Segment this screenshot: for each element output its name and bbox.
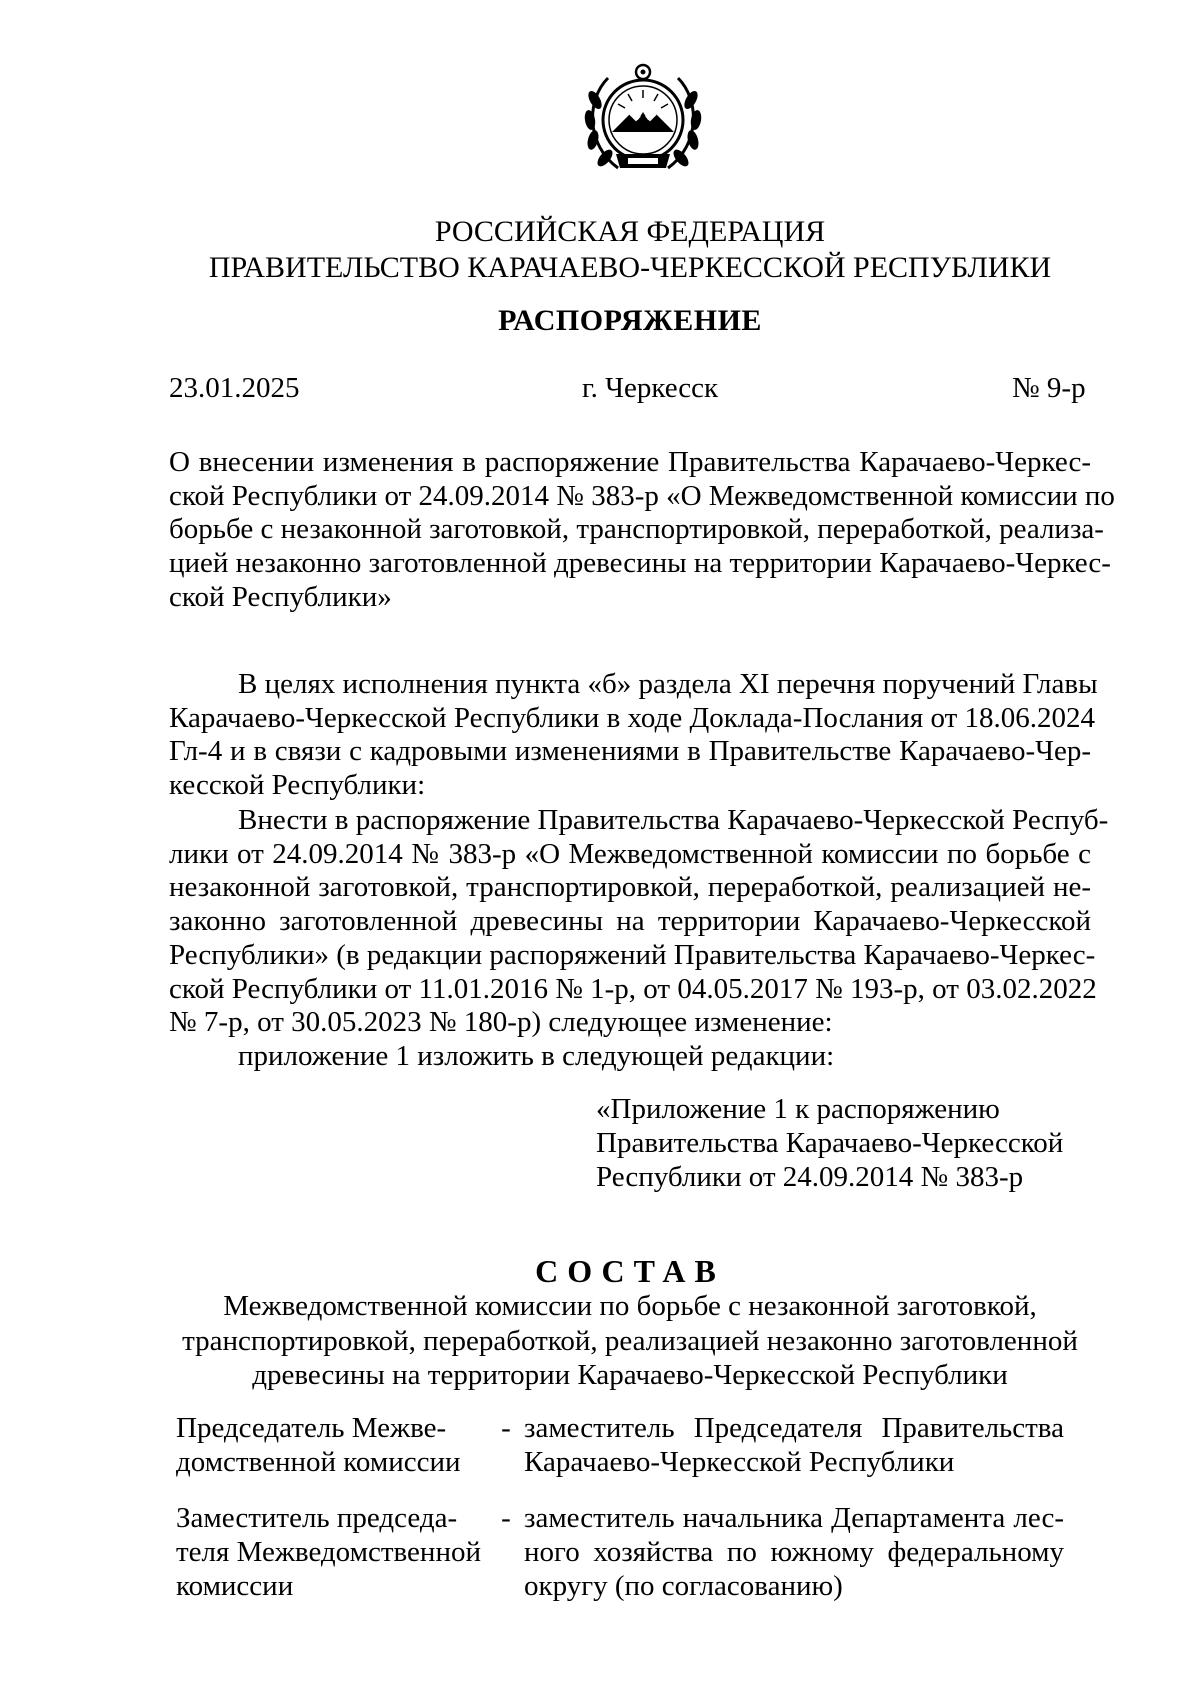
member-role-line: Заместитель председа- [176,1502,458,1534]
order-line: ской Республики от 11.01.2016 № 1-р, от 04.05.2017 № 193-р, от 03.02.2022 [169,972,1097,1005]
preamble-line: В целях исполнения пункта «б» раздела XI перечня поручений Главы [238,668,1098,700]
composition-subtitle [0,1289,1200,1393]
member-position-line: ного хозяйства по южному федеральному [524,1536,1064,1568]
appendix-line: Республики от 24.09.2014 № 383-р [596,1161,1024,1193]
member-position [524,1411,1064,1479]
composition-subtitle-line: Межведомственной комиссии по борьбе с незаконной заготовкой, [223,1290,1037,1322]
member-position [524,1501,1064,1603]
member-position-line: заместитель Председателя Правительства [524,1412,1064,1444]
order-line: Внести в распоряжение Правительства Карачаево-Черкесской Респуб- [238,804,1109,836]
order-line: законно заготовленной древесины на территории Карачаево-Черкесской [169,905,1091,938]
subject-line: ской Республики от 24.09.2014 № 383-р «О Межведомственной комиссии по [169,479,1115,512]
order-line: лики от 24.09.2014 № 383-р «О Межведомственной комиссии по борьбе с [169,837,1091,870]
composition-title: СОСТАВ [535,1253,725,1289]
order-line: незаконной заготовкой, транспортировкой, переработкой, реализацией не- [169,871,1091,904]
karachay-cherkessia-coat-of-arms-icon [578,50,708,190]
member-role-line: домственной комиссии [176,1446,461,1478]
document-date: 23.01.2025 [169,372,300,404]
member-role-line: комиссии [176,1570,294,1602]
preamble-line: кесской Республики: [169,769,426,802]
member-role [176,1411,488,1479]
order-line: № 7-р, от 30.05.2023 № 180-р) следующее изменение: [169,1006,833,1039]
subject-line: О внесении изменения в распоряжение Правительства Карачаево-Черкес- [169,446,1091,478]
preamble-paragraph [169,668,1098,803]
member-position-line: округу (по согласованию) [524,1570,843,1602]
subject-line: борьбе с незаконной заготовкой, транспортировкой, переработкой, реализа- [169,513,1104,546]
commission-members-list [176,1411,1076,1625]
preamble-line: Карачаево-Черкесской Республики в ходе Доклада-Послания от 18.06.2024 [169,701,1095,734]
composition-subtitle-line: транспортировкой, переработкой, реализацией незаконно заготовленной [182,1324,1078,1357]
document-place: г. Черкесск [582,372,719,404]
member-row-chairman [176,1411,1076,1479]
member-role-line: Председатель Межве- [176,1412,447,1444]
subject-line: ской Республики» [169,580,392,613]
member-dash: - [501,1502,511,1534]
member-position-line: заместитель начальника Департамента лес- [524,1502,1064,1534]
member-row-deputy-chairman [176,1501,1076,1603]
member-dash: - [501,1412,511,1444]
order-paragraph [169,804,1109,1074]
document-number: № 9-р [1012,372,1086,404]
member-role-line: теля Межведомственной [176,1536,481,1568]
member-role [176,1501,488,1603]
appendix-line: «Приложение 1 к распоряжению [596,1093,1000,1125]
member-position-line: Карачаево-Черкесской Республики [524,1446,955,1478]
appendix-line: Правительства Карачаево-Черкесской [596,1127,1064,1159]
appendix-reference [596,1092,1063,1194]
amendment-line: приложение 1 изложить в следующей редакции: [238,1039,835,1072]
country-heading: РОССИЙСКАЯ ФЕДЕРАЦИЯ [434,215,826,248]
composition-subtitle-line: древесины на территории Карачаево-Черкесской Республики [252,1359,1008,1391]
preamble-line: Гл-4 и в связи с кадровыми изменениями в Правительстве Карачаево-Чер- [169,735,1091,768]
subject-line: цией незаконно заготовленной древесины на территории Карачаево-Черкес- [169,547,1111,580]
document-type-title: РАСПОРЯЖЕНИЕ [498,304,762,337]
document-subject [169,446,1115,615]
order-line: Республики» (в редакции распоряжений Правительства Карачаево-Черкес- [169,938,1096,971]
government-heading: ПРАВИТЕЛЬСТВО КАРАЧАЕВО-ЧЕРКЕССКОЙ РЕСПУБЛИКИ [208,251,1052,284]
